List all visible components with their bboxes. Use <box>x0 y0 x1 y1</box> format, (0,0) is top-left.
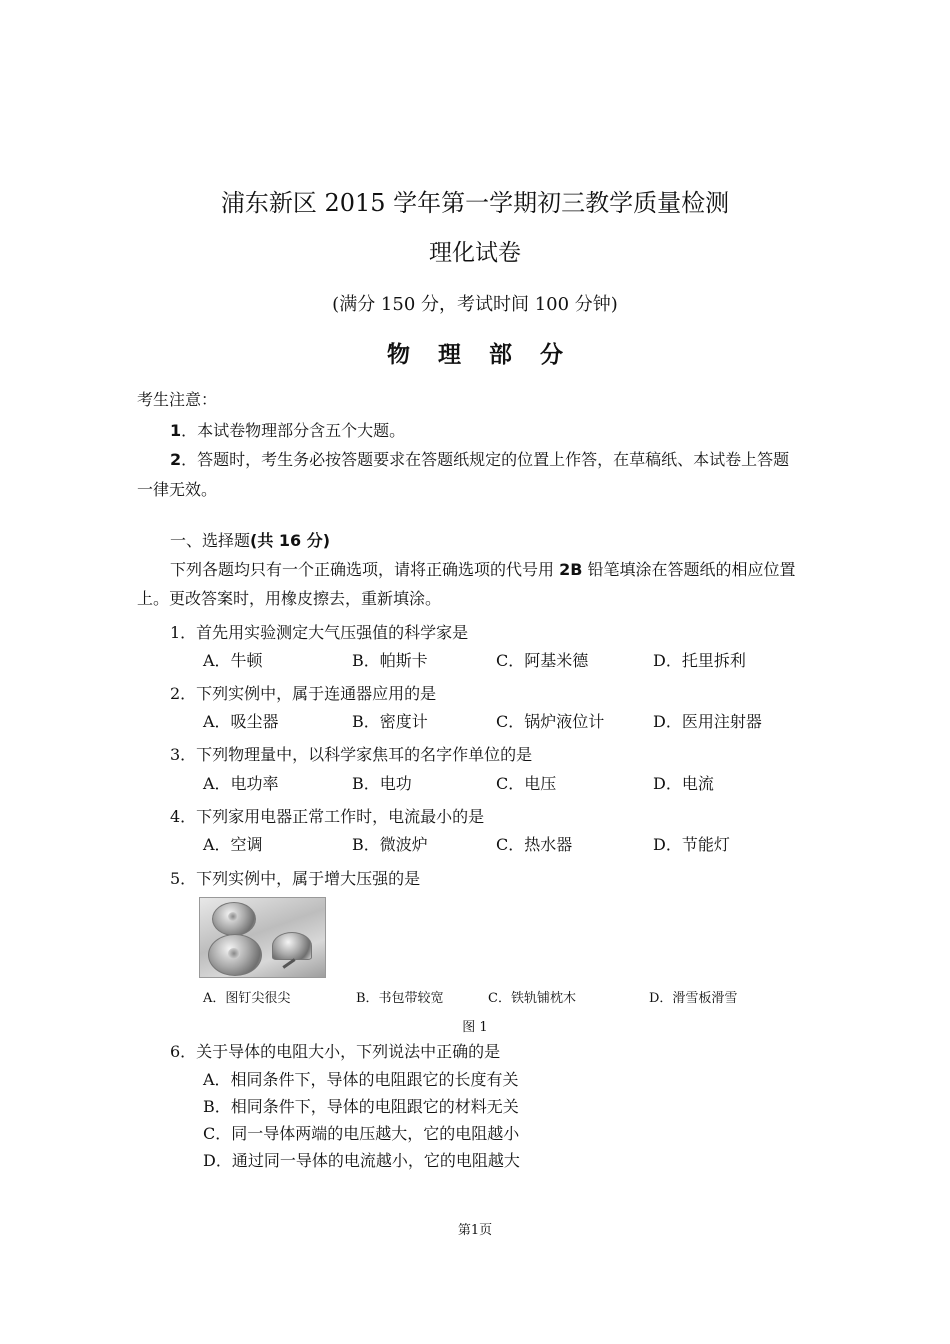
notice-heading: 考生注意： <box>137 390 218 409</box>
notice-item-1 <box>170 418 405 441</box>
part1-heading-text: 一、选择题 <box>170 531 251 550</box>
question-6-stem: 6．关于导体的电阻大小，下列说法中正确的是 <box>170 1042 501 1061</box>
figure-caption-d: D．滑雪板滑雪 <box>649 991 738 1006</box>
exam-title: 浦东新区 2015 学年第一学期初三教学质量检测 <box>220 189 730 217</box>
notice-item-2-continued: 一律无效。 <box>137 480 218 499</box>
question-1-option-b: B．帕斯卡 <box>352 651 428 670</box>
section-title-char: 理 <box>438 342 461 368</box>
thumbtack-center <box>228 948 240 959</box>
notice-item-text: ．本试卷物理部分含五个大题。 <box>181 421 406 440</box>
thumbtack-photo <box>199 897 326 978</box>
question-6-option-a: A．相同条件下，导体的电阻跟它的长度有关 <box>203 1070 519 1089</box>
question-3-option-a: A．电功率 <box>203 774 279 793</box>
figure-label: 图 1 <box>462 1020 488 1035</box>
question-1-option-d: D．托里拆利 <box>653 651 746 670</box>
question-2-stem: 2．下列实例中，属于连通器应用的是 <box>170 684 437 703</box>
question-3-stem: 3．下列物理量中，以科学家焦耳的名字作单位的是 <box>170 745 533 764</box>
question-3-option-b: B．电功 <box>352 774 412 793</box>
part1-heading <box>170 528 330 551</box>
question-4-stem: 4．下列家用电器正常工作时，电流最小的是 <box>170 807 485 826</box>
figure-caption-c: C．铁轨铺枕木 <box>488 991 576 1006</box>
exam-subtitle: 理化试卷 <box>429 240 521 266</box>
question-4-option-c: C．热水器 <box>496 835 573 854</box>
question-3-option-d: D．电流 <box>653 774 714 793</box>
question-4-option-b: B．微波炉 <box>352 835 428 854</box>
question-6-option-d: D．通过同一导体的电流越小，它的电阻越大 <box>203 1151 520 1170</box>
question-2-option-c: C．锅炉液位计 <box>496 712 605 731</box>
notice-item-text: ．答题时，考生务必按答题要求在答题纸规定的位置上作答，在草稿纸、本试卷上答题 <box>181 450 790 469</box>
section-title-char: 物 <box>387 342 410 368</box>
part1-instruction-continued: 上。更改答案时，用橡皮擦去，重新填涂。 <box>137 589 442 608</box>
thumbtack-center <box>228 912 238 921</box>
question-2-option-b: B．密度计 <box>352 712 428 731</box>
notice-item-2 <box>170 447 789 470</box>
part1-instruction <box>170 557 796 580</box>
question-6-option-c: C．同一导体两端的电压越大，它的电阻越小 <box>203 1124 520 1143</box>
question-1-option-c: C．阿基米德 <box>496 651 589 670</box>
question-2-option-a: A．吸尘器 <box>203 712 279 731</box>
question-2-option-d: D．医用注射器 <box>653 712 762 731</box>
question-1-option-a: A．牛顿 <box>203 651 263 670</box>
figure-caption-a: A．图钉尖很尖 <box>203 991 291 1006</box>
notice-item-number: 1 <box>170 421 182 440</box>
question-1-stem: 1．首先用实验测定大气压强值的科学家是 <box>170 623 469 642</box>
instruction-pencil: 2B <box>559 560 583 579</box>
notice-item-number: 2 <box>170 450 182 469</box>
section-title-char: 分 <box>540 342 563 368</box>
question-5-stem: 5．下列实例中，属于增大压强的是 <box>170 869 421 888</box>
instruction-text: 铅笔填涂在答题纸的相应位置 <box>582 560 796 579</box>
question-4-option-d: D．节能灯 <box>653 835 730 854</box>
question-4-option-a: A．空调 <box>203 835 263 854</box>
question-3-option-c: C．电压 <box>496 774 557 793</box>
section-title-char: 部 <box>489 342 512 368</box>
instruction-text: 下列各题均只有一个正确选项，请将正确选项的代号用 <box>170 560 560 579</box>
figure-caption-b: B．书包带较宽 <box>356 991 444 1006</box>
question-6-option-b: B．相同条件下，导体的电阻跟它的材料无关 <box>203 1097 519 1116</box>
section-title <box>0 336 950 369</box>
part1-heading-score: (共 16 分) <box>250 531 331 550</box>
exam-info: (满分 150 分，考试时间 100 分钟) <box>332 294 618 315</box>
thumbtack-side <box>272 932 312 960</box>
page-number: 第1页 <box>457 1223 493 1238</box>
